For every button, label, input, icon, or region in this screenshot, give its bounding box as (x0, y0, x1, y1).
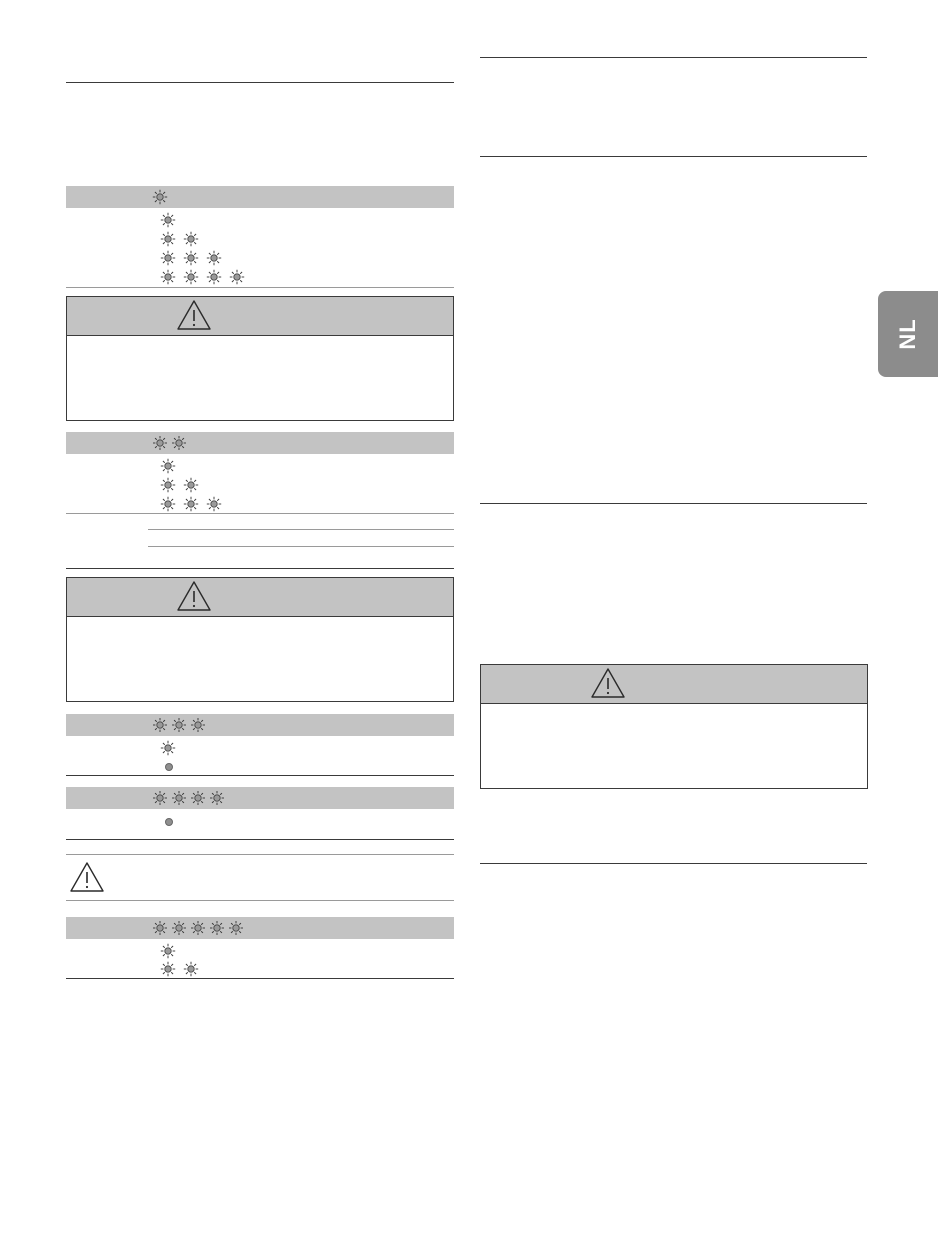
language-tab-label: NL (895, 318, 920, 350)
warning-box-3 (480, 664, 868, 789)
blinking-led-icon (160, 740, 176, 756)
right-rule-4 (480, 863, 867, 864)
blinking-led-icon (160, 458, 176, 474)
blinking-led-icon (183, 961, 199, 977)
left-top-rule (66, 82, 454, 83)
blinking-led-icon (229, 269, 245, 285)
blinking-led-icon (160, 231, 176, 247)
table2-led-pattern (160, 458, 260, 514)
warning-box-1 (66, 296, 454, 421)
inline-warning-bottom-rule (66, 900, 454, 901)
language-tab[interactable] (878, 291, 938, 377)
blinking-led-icon (183, 269, 199, 285)
blinking-led-icon (160, 250, 176, 266)
table2-row-rule-3 (148, 546, 454, 547)
table3-bottom-rule (66, 775, 454, 776)
blinking-led-icon (160, 477, 176, 493)
warning-box-3-header (481, 665, 867, 704)
table3-header-band (66, 714, 454, 736)
blinking-led-icon (183, 250, 199, 266)
blinking-led-icon (152, 189, 168, 205)
blinking-led-icon (206, 496, 222, 512)
warning-triangle-icon (68, 860, 106, 894)
blinking-led-quint-icon (152, 920, 249, 936)
right-rule-1 (480, 57, 867, 58)
table2-row-rule-1 (66, 513, 454, 514)
table1-header-band (66, 186, 454, 208)
warning-box-2-header (67, 578, 453, 617)
led-off-dot-icon (165, 818, 173, 826)
led-off-dot-icon (165, 763, 173, 771)
table5-led-pattern (160, 943, 220, 977)
right-rule-2 (480, 156, 867, 157)
blinking-led-icon (183, 477, 199, 493)
table3-led-pattern (160, 740, 220, 774)
blinking-led-pair-icon (152, 435, 192, 451)
warning-box-2 (66, 577, 454, 702)
blinking-led-icon (160, 212, 176, 228)
blinking-led-icon (183, 231, 199, 247)
warning-box-1-header (67, 297, 453, 336)
table5-bottom-rule (66, 978, 454, 979)
blinking-led-icon (206, 250, 222, 266)
table2-row-rule-2 (148, 529, 454, 530)
blinking-led-icon (206, 269, 222, 285)
blinking-led-icon (160, 943, 176, 959)
table2-header-band (66, 432, 454, 454)
warning-triangle-icon (175, 579, 213, 613)
warning-triangle-icon (589, 666, 627, 700)
table1-led-pattern (160, 212, 280, 286)
blinking-led-triple-icon (152, 717, 211, 733)
table1-bottom-rule (66, 287, 454, 288)
table4-header-band (66, 787, 454, 809)
warning-triangle-icon (175, 298, 213, 332)
blinking-led-icon (160, 496, 176, 512)
table4-bottom-rule (66, 839, 454, 840)
blinking-led-icon (183, 496, 199, 512)
table2-bottom-rule (66, 568, 454, 569)
table5-header-band (66, 917, 454, 939)
blinking-led-icon (160, 269, 176, 285)
right-rule-3 (480, 503, 867, 504)
blinking-led-quad-icon (152, 790, 230, 806)
blinking-led-icon (160, 961, 176, 977)
inline-warning-top-rule (66, 854, 454, 855)
